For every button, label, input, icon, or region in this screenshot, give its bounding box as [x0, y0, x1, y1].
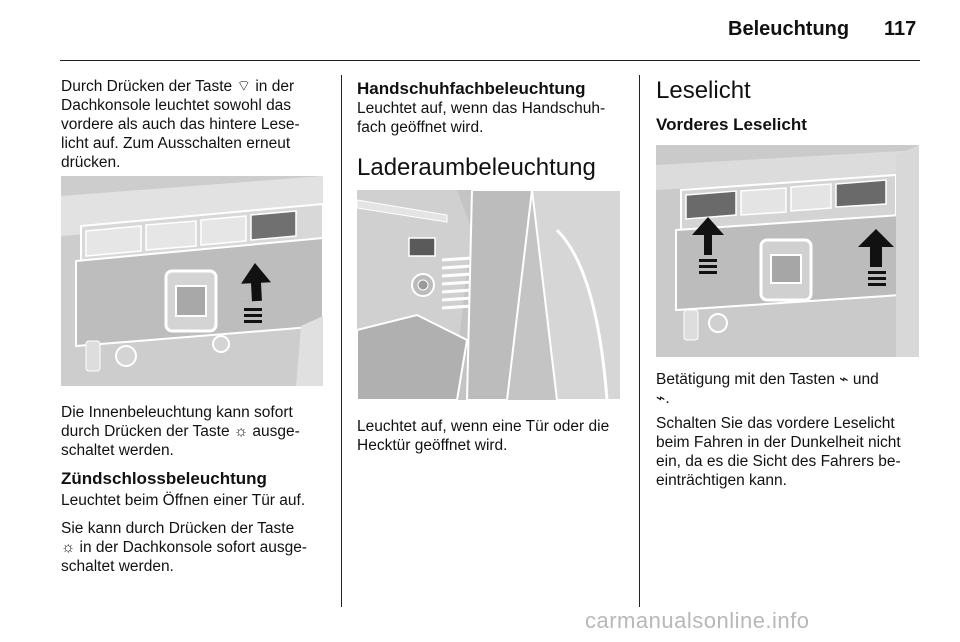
text-line: ⌁. — [656, 390, 670, 407]
text-line: Schalten Sie das vordere Leselicht — [656, 415, 895, 432]
section-heading: Leselicht — [656, 77, 751, 104]
roof-console-illustration — [61, 176, 323, 386]
page-title: Beleuchtung — [728, 18, 850, 40]
text-line: licht auf. Zum Ausschalten erneut — [61, 135, 291, 152]
subsection-heading: Vorderes Leselicht — [656, 115, 807, 134]
page-number: 117 — [884, 18, 917, 40]
section-heading: Zündschlossbeleuchtung — [61, 469, 267, 488]
text-line: beim Fahren in der Dunkelheit nicht — [656, 434, 901, 451]
text-line: Leuchtet auf, wenn eine Tür oder die — [357, 418, 610, 435]
text-line: ein, da es die Sicht des Fahrers be- — [656, 453, 901, 470]
text-line: Leuchtet beim Öffnen einer Tür auf. — [61, 492, 306, 509]
text-line: Durch Drücken der Taste ⌔ in der — [61, 78, 295, 95]
text-line: einträchtigen kann. — [656, 472, 787, 489]
column3-para1 — [656, 370, 926, 408]
text-line: drücken. — [61, 154, 121, 171]
column1-para2 — [61, 403, 331, 460]
text-line: durch Drücken der Taste ☼ ausge- — [61, 423, 300, 440]
text-line: schaltet werden. — [61, 558, 174, 575]
text-line: Sie kann durch Drücken der Taste — [61, 520, 295, 537]
text-line: Leuchtet auf, wenn das Handschuh- — [357, 100, 606, 117]
text-line: fach geöffnet wird. — [357, 119, 484, 136]
column1-section — [61, 469, 336, 576]
watermark: carmanualsonline.info — [585, 608, 810, 633]
section-heading: Handschuhfachbeleuchtung — [357, 79, 586, 98]
front-reading-light-illustration — [656, 145, 919, 357]
column3-headings — [656, 77, 926, 135]
column2-section1 — [357, 79, 632, 137]
text-line: Hecktür geöffnet wird. — [357, 437, 508, 454]
column2-para2 — [357, 417, 632, 455]
text-line: vordere als auch das hintere Lese- — [61, 116, 300, 133]
column-divider-2 — [639, 75, 640, 607]
header-divider — [60, 60, 920, 61]
text-line: schaltet werden. — [61, 442, 174, 459]
column2-heading2-wrap — [357, 154, 632, 182]
column-divider-1 — [341, 75, 342, 607]
text-line: Die Innenbeleuchtung kann sofort — [61, 404, 293, 421]
text-line: ☼ in der Dachkonsole sofort ausge- — [61, 539, 307, 556]
text-line: Betätigung mit den Tasten ⌁ und — [656, 371, 879, 388]
column1-para1 — [61, 77, 331, 172]
column3-para2 — [656, 414, 926, 490]
section-heading: Laderaumbeleuchtung — [357, 154, 596, 181]
cargo-area-illustration — [357, 190, 621, 400]
text-line: Dachkonsole leuchtet sowohl das — [61, 97, 292, 114]
